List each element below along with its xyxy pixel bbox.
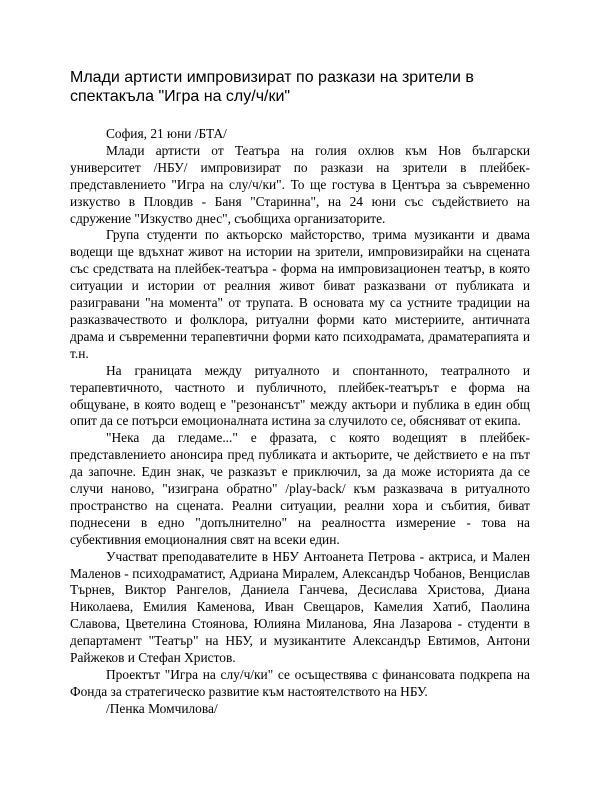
paragraph: На границата между ритуалното и спонтанното, театралното и терапевтичното, частното и публичното, плейбек-театърът е форма на общуване, в която водещ е "резонансът" между актьори и публика в един общ опит да се потърси емоционалната истина за случилото се, обясняват от екипа. bbox=[70, 362, 530, 429]
dateline: София, 21 юни /БТА/ bbox=[106, 126, 227, 141]
paragraph: "Нека да гледаме..." е фразата, с която водещият в плейбек-представлението анонсира пред публиката и актьорите, че действието е на път да започне. Един знак, че разказът е приключил, за да може историята да се случи наново, "изиграна обратно" /play-back/ към разказвача в ритуалното пространство на сцената. Реални ситуации, реални хора и събития, биват поднесени в едно "допълнително" на реалността измерение - това на субективния емоционалния свят на всеки един. bbox=[70, 430, 530, 547]
byline: /Пенка Момчилова/ bbox=[106, 700, 218, 716]
paragraph: Проектът "Игра на слу/ч/ки" се осъществява с финансовата подкрепа на Фонда за стратегическо развитие към настоятелството на НБУ. bbox=[70, 667, 530, 699]
article-body bbox=[70, 126, 530, 718]
paragraph: Участват преподавателите в НБУ Антоанета Петрова - актриса, и Мален Маленов - психодраматист, Адриана Миралем, Александър Чобанов, Венцислав Търнев, Виктор Рангелов, Даниела Ганчева, Десислава Христова, Диана Николаева, Емилия Каменова, Иван Свещаров, Камелия Хатиб, Паолина Славова, Цветелина Стоянова, Юлияна Миланова, Яна Лазарова - студенти в департамент "Театър" на НБУ, и музикантите Александър Евтимов, Антони Райжеков и Стефан Христов. bbox=[70, 548, 530, 666]
article-title: Млади артисти импровизират по разкази на зрители в спектакъла "Игра на слу/ч/ки" bbox=[70, 69, 474, 105]
paragraph: Млади артисти от Театъра на голия охлюв към Нов български университет /НБУ/ импровизират по разкази на зрители в плейбек-представлението "Игра на слу/ч/ки". То ще гостува в Центъра за съвременно изкуство в Пловдив - Баня "Старинна", на 24 юни със съдействието на сдружение "Изкуство днес", съобщиха организаторите. bbox=[70, 142, 530, 226]
paragraph: Група студенти по актьорско майсторство, трима музиканти и двама водещи ще вдъхнат живот на истории на зрители, импровизирайки на сцената със средствата на плейбек-театъра - форма на импровизационен театър, в която ситуации и истории от реалния живот биват разказвани от публиката и разигравани "на момента" от трупата. В основата му са устните традиции на разказвачеството и фолклора, ритуални форми като мистериите, античната драма и съвременни терапевтични форми като психодрамата, драматерапията и т.н. bbox=[70, 227, 530, 361]
